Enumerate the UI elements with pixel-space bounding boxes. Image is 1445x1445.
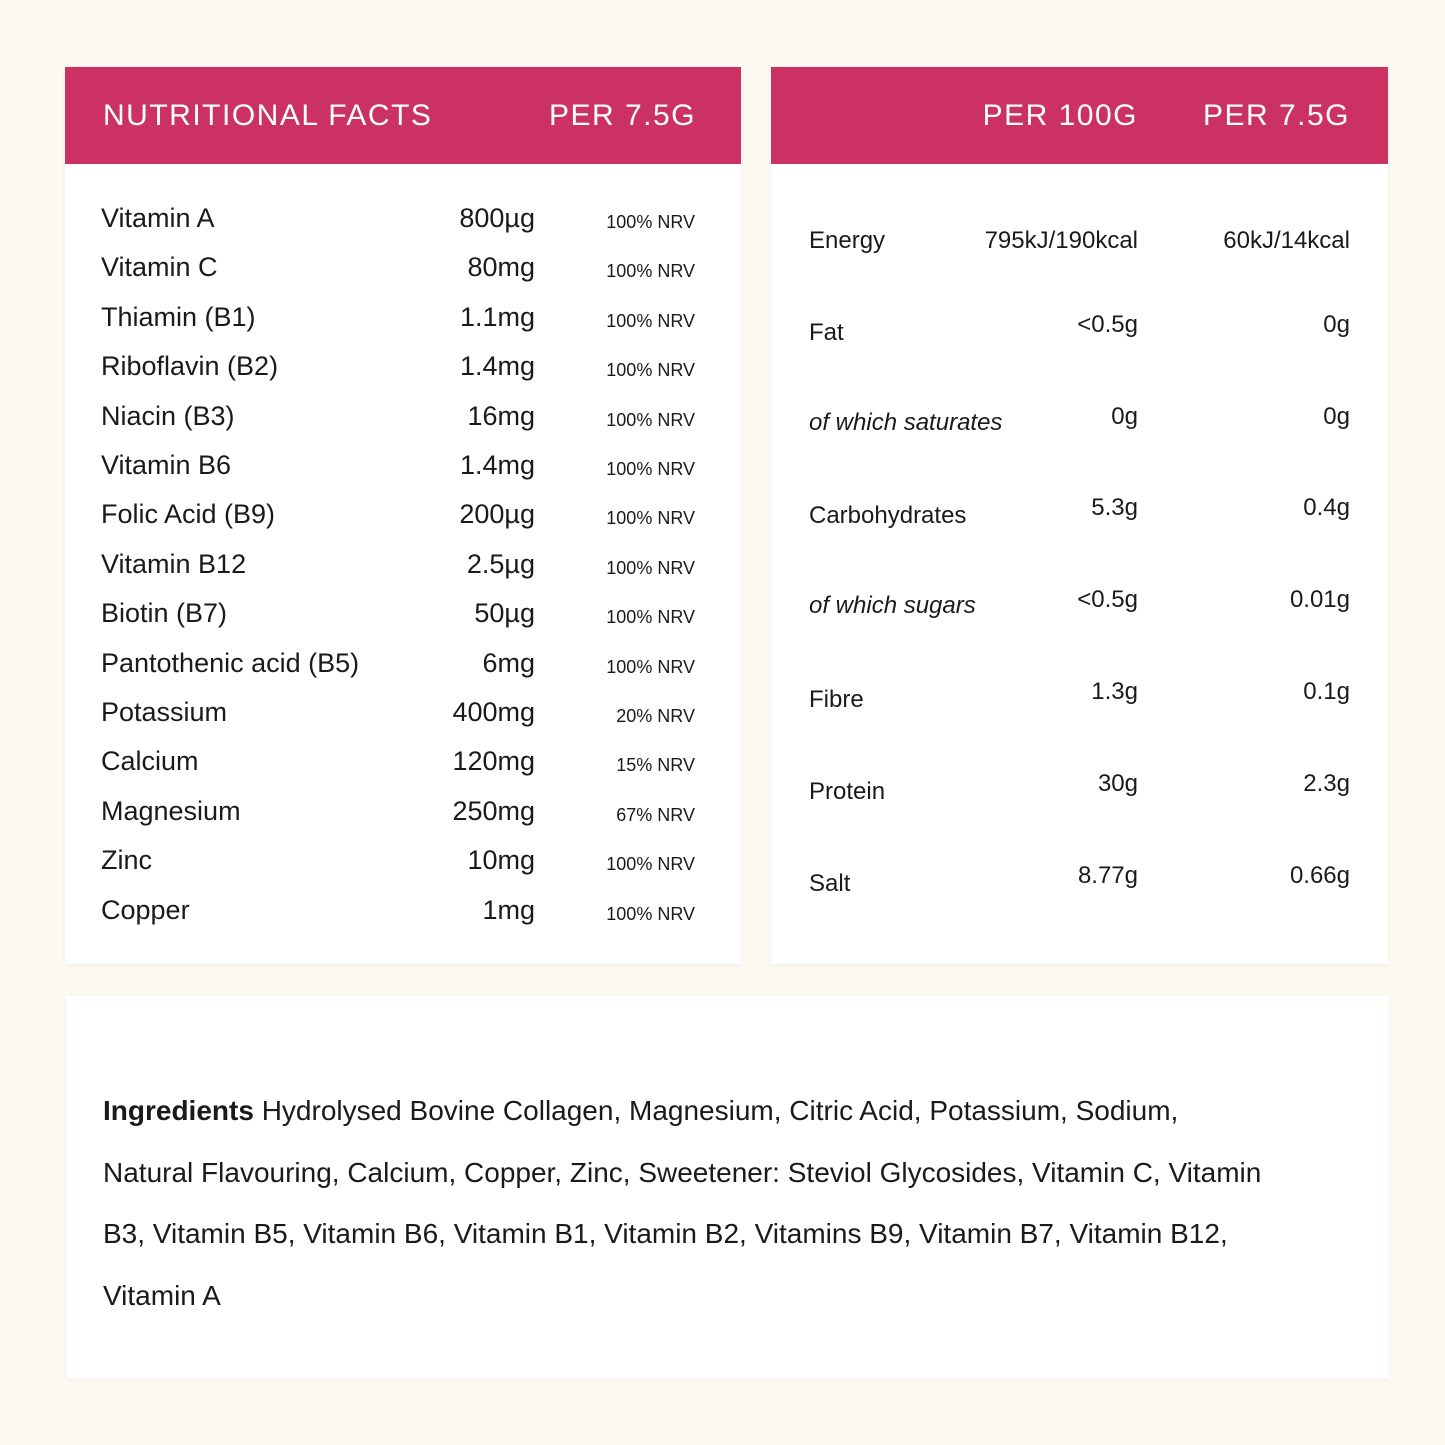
nutrient-per75: 60kJ/14kcal bbox=[1223, 227, 1350, 254]
vitamin-amount: 2.5µg bbox=[466, 548, 535, 579]
vitamin-name: Vitamin A bbox=[101, 203, 215, 233]
vitamin-name: Thiamin (B1) bbox=[101, 301, 256, 332]
nutrient-name: Energy bbox=[809, 227, 886, 254]
vitamin-amount: 1.4mg bbox=[459, 450, 535, 480]
vitamin-nrv: 15% NRV bbox=[616, 755, 695, 776]
nutrient-row bbox=[771, 769, 1388, 816]
vitamin-nrv: 100% NRV bbox=[606, 903, 695, 924]
vitamin-nrv: 100% NRV bbox=[606, 854, 695, 875]
nutrient-per100: <0.5g bbox=[1077, 310, 1138, 338]
vitamin-name: Niacin (B3) bbox=[101, 400, 235, 431]
vitamin-nrv: 100% NRV bbox=[606, 508, 695, 529]
vitamin-name: Vitamin C bbox=[101, 252, 218, 283]
ingredients-label: Ingredients bbox=[103, 1095, 254, 1126]
vitamin-amount: 16mg bbox=[467, 400, 535, 431]
vitamin-name: Calcium bbox=[101, 746, 199, 777]
vitamin-nrv: 100% NRV bbox=[606, 310, 695, 331]
ingredients-panel bbox=[66, 996, 1389, 1379]
vitamin-row bbox=[65, 746, 741, 786]
nutrient-name: Salt bbox=[809, 869, 851, 897]
nutrient-name: of which sugars bbox=[809, 592, 976, 620]
vitamin-amount: 200µg bbox=[459, 499, 535, 530]
nutrient-row bbox=[771, 861, 1388, 908]
vitamin-name: Biotin (B7) bbox=[101, 598, 228, 629]
vitamin-nrv: 100% NRV bbox=[606, 656, 695, 677]
vitamin-nrv: 100% NRV bbox=[606, 459, 695, 479]
nutrient-per75: 0g bbox=[1323, 310, 1350, 338]
vitamin-name: Vitamin B12 bbox=[101, 548, 247, 579]
nutrient-name: Protein bbox=[809, 777, 886, 805]
nutrient-row bbox=[771, 225, 1388, 265]
vitamin-amount: 50µg bbox=[474, 598, 535, 629]
vitamin-row bbox=[65, 302, 741, 342]
vitamin-row bbox=[65, 351, 741, 391]
nutrient-name: Fibre bbox=[809, 686, 864, 713]
vitamin-row bbox=[65, 203, 741, 243]
vitamin-row bbox=[65, 252, 741, 292]
nutrient-name: Carbohydrates bbox=[809, 502, 967, 530]
vitamin-row bbox=[65, 549, 741, 589]
vitamin-name: Copper bbox=[101, 894, 190, 925]
nutrient-row bbox=[771, 310, 1388, 357]
vitamin-amount: 400mg bbox=[452, 697, 535, 727]
vitamins-header-per: PER 7.5G bbox=[548, 98, 696, 132]
nutrient-row bbox=[771, 402, 1388, 449]
nutrient-per100: 1.3g bbox=[1091, 678, 1138, 705]
vitamin-name: Folic Acid (B9) bbox=[101, 499, 276, 530]
vitamin-row bbox=[65, 648, 741, 688]
vitamin-name: Potassium bbox=[101, 697, 228, 727]
vitamin-amount: 800µg bbox=[459, 203, 535, 233]
vitamin-amount: 1mg bbox=[482, 894, 535, 925]
vitamin-row bbox=[65, 697, 741, 737]
vitamin-nrv: 100% NRV bbox=[606, 557, 695, 578]
vitamin-amount: 10mg bbox=[467, 845, 535, 876]
vitamin-row bbox=[65, 895, 741, 935]
vitamin-nrv: 100% NRV bbox=[606, 261, 695, 282]
nutrient-per75: 0.1g bbox=[1303, 678, 1350, 705]
vitamin-amount: 6mg bbox=[482, 647, 535, 678]
vitamin-row bbox=[65, 450, 741, 490]
vitamin-nrv: 100% NRV bbox=[606, 607, 695, 628]
vitamins-header bbox=[65, 67, 741, 164]
macros-header-per75: PER 7.5G bbox=[1202, 98, 1350, 132]
nutrient-per100: 0g bbox=[1111, 402, 1138, 430]
vitamin-name: Zinc bbox=[101, 845, 153, 876]
vitamin-name: Magnesium bbox=[101, 795, 241, 826]
nutrient-row bbox=[771, 678, 1388, 724]
vitamin-nrv: 20% NRV bbox=[616, 706, 695, 726]
nutrient-per75: 0g bbox=[1323, 402, 1350, 430]
vitamin-nrv: 100% NRV bbox=[606, 360, 695, 381]
vitamin-row bbox=[65, 401, 741, 441]
nutrient-per75: 0.4g bbox=[1303, 494, 1350, 522]
vitamin-amount: 1.4mg bbox=[459, 351, 535, 382]
vitamin-amount: 1.1mg bbox=[459, 301, 535, 332]
nutrient-row bbox=[771, 494, 1388, 540]
vitamin-nrv: 67% NRV bbox=[616, 804, 695, 825]
nutrient-per100: 8.77g bbox=[1077, 861, 1138, 889]
macros-header bbox=[771, 67, 1388, 164]
nutrient-per100: 795kJ/190kcal bbox=[984, 227, 1138, 254]
nutrient-per100: <0.5g bbox=[1077, 586, 1138, 614]
vitamin-nrv: 100% NRV bbox=[606, 212, 695, 232]
nutrient-name: of which saturates bbox=[809, 408, 1003, 436]
vitamin-row bbox=[65, 499, 741, 539]
macros-table bbox=[771, 67, 1388, 964]
vitamin-row bbox=[65, 598, 741, 638]
nutrient-row bbox=[771, 586, 1388, 632]
ingredients-text-block bbox=[103, 1080, 1263, 1326]
vitamins-table bbox=[65, 67, 741, 964]
nutrient-per100: 30g bbox=[1097, 769, 1138, 797]
vitamin-row bbox=[65, 796, 741, 836]
vitamin-amount: 120mg bbox=[452, 746, 535, 777]
vitamin-name: Vitamin B6 bbox=[101, 450, 232, 480]
nutrient-per100: 5.3g bbox=[1091, 494, 1138, 522]
nutrient-per75: 2.3g bbox=[1303, 769, 1350, 797]
vitamin-amount: 80mg bbox=[467, 252, 535, 283]
vitamin-row bbox=[65, 845, 741, 885]
vitamin-name: Riboflavin (B2) bbox=[101, 351, 279, 382]
nutrient-name: Fat bbox=[809, 318, 844, 346]
nutrient-per75: 0.66g bbox=[1289, 861, 1350, 889]
macros-header-per100: PER 100G bbox=[982, 98, 1138, 132]
nutrient-per75: 0.01g bbox=[1289, 586, 1350, 614]
ingredients-list: Hydrolysed Bovine Collagen, Magnesium, Citric Acid, Potassium, Sodium, Natural Flavouring, Calcium, Copper, Zinc, Sweetener: Steviol Glycosides, Vitamin C, Vitamin B3, Vitamin B5, Vitamin B6, Vitamin B1, Vitamin B2, Vitamins B9, Vitamin B7, Vitamin B12, Vitamin A bbox=[103, 1095, 1262, 1311]
vitamins-header-title: NUTRITIONAL FACTS bbox=[103, 98, 433, 132]
vitamin-amount: 250mg bbox=[452, 795, 535, 826]
vitamin-nrv: 100% NRV bbox=[606, 409, 695, 430]
vitamin-name: Pantothenic acid (B5) bbox=[101, 647, 360, 678]
